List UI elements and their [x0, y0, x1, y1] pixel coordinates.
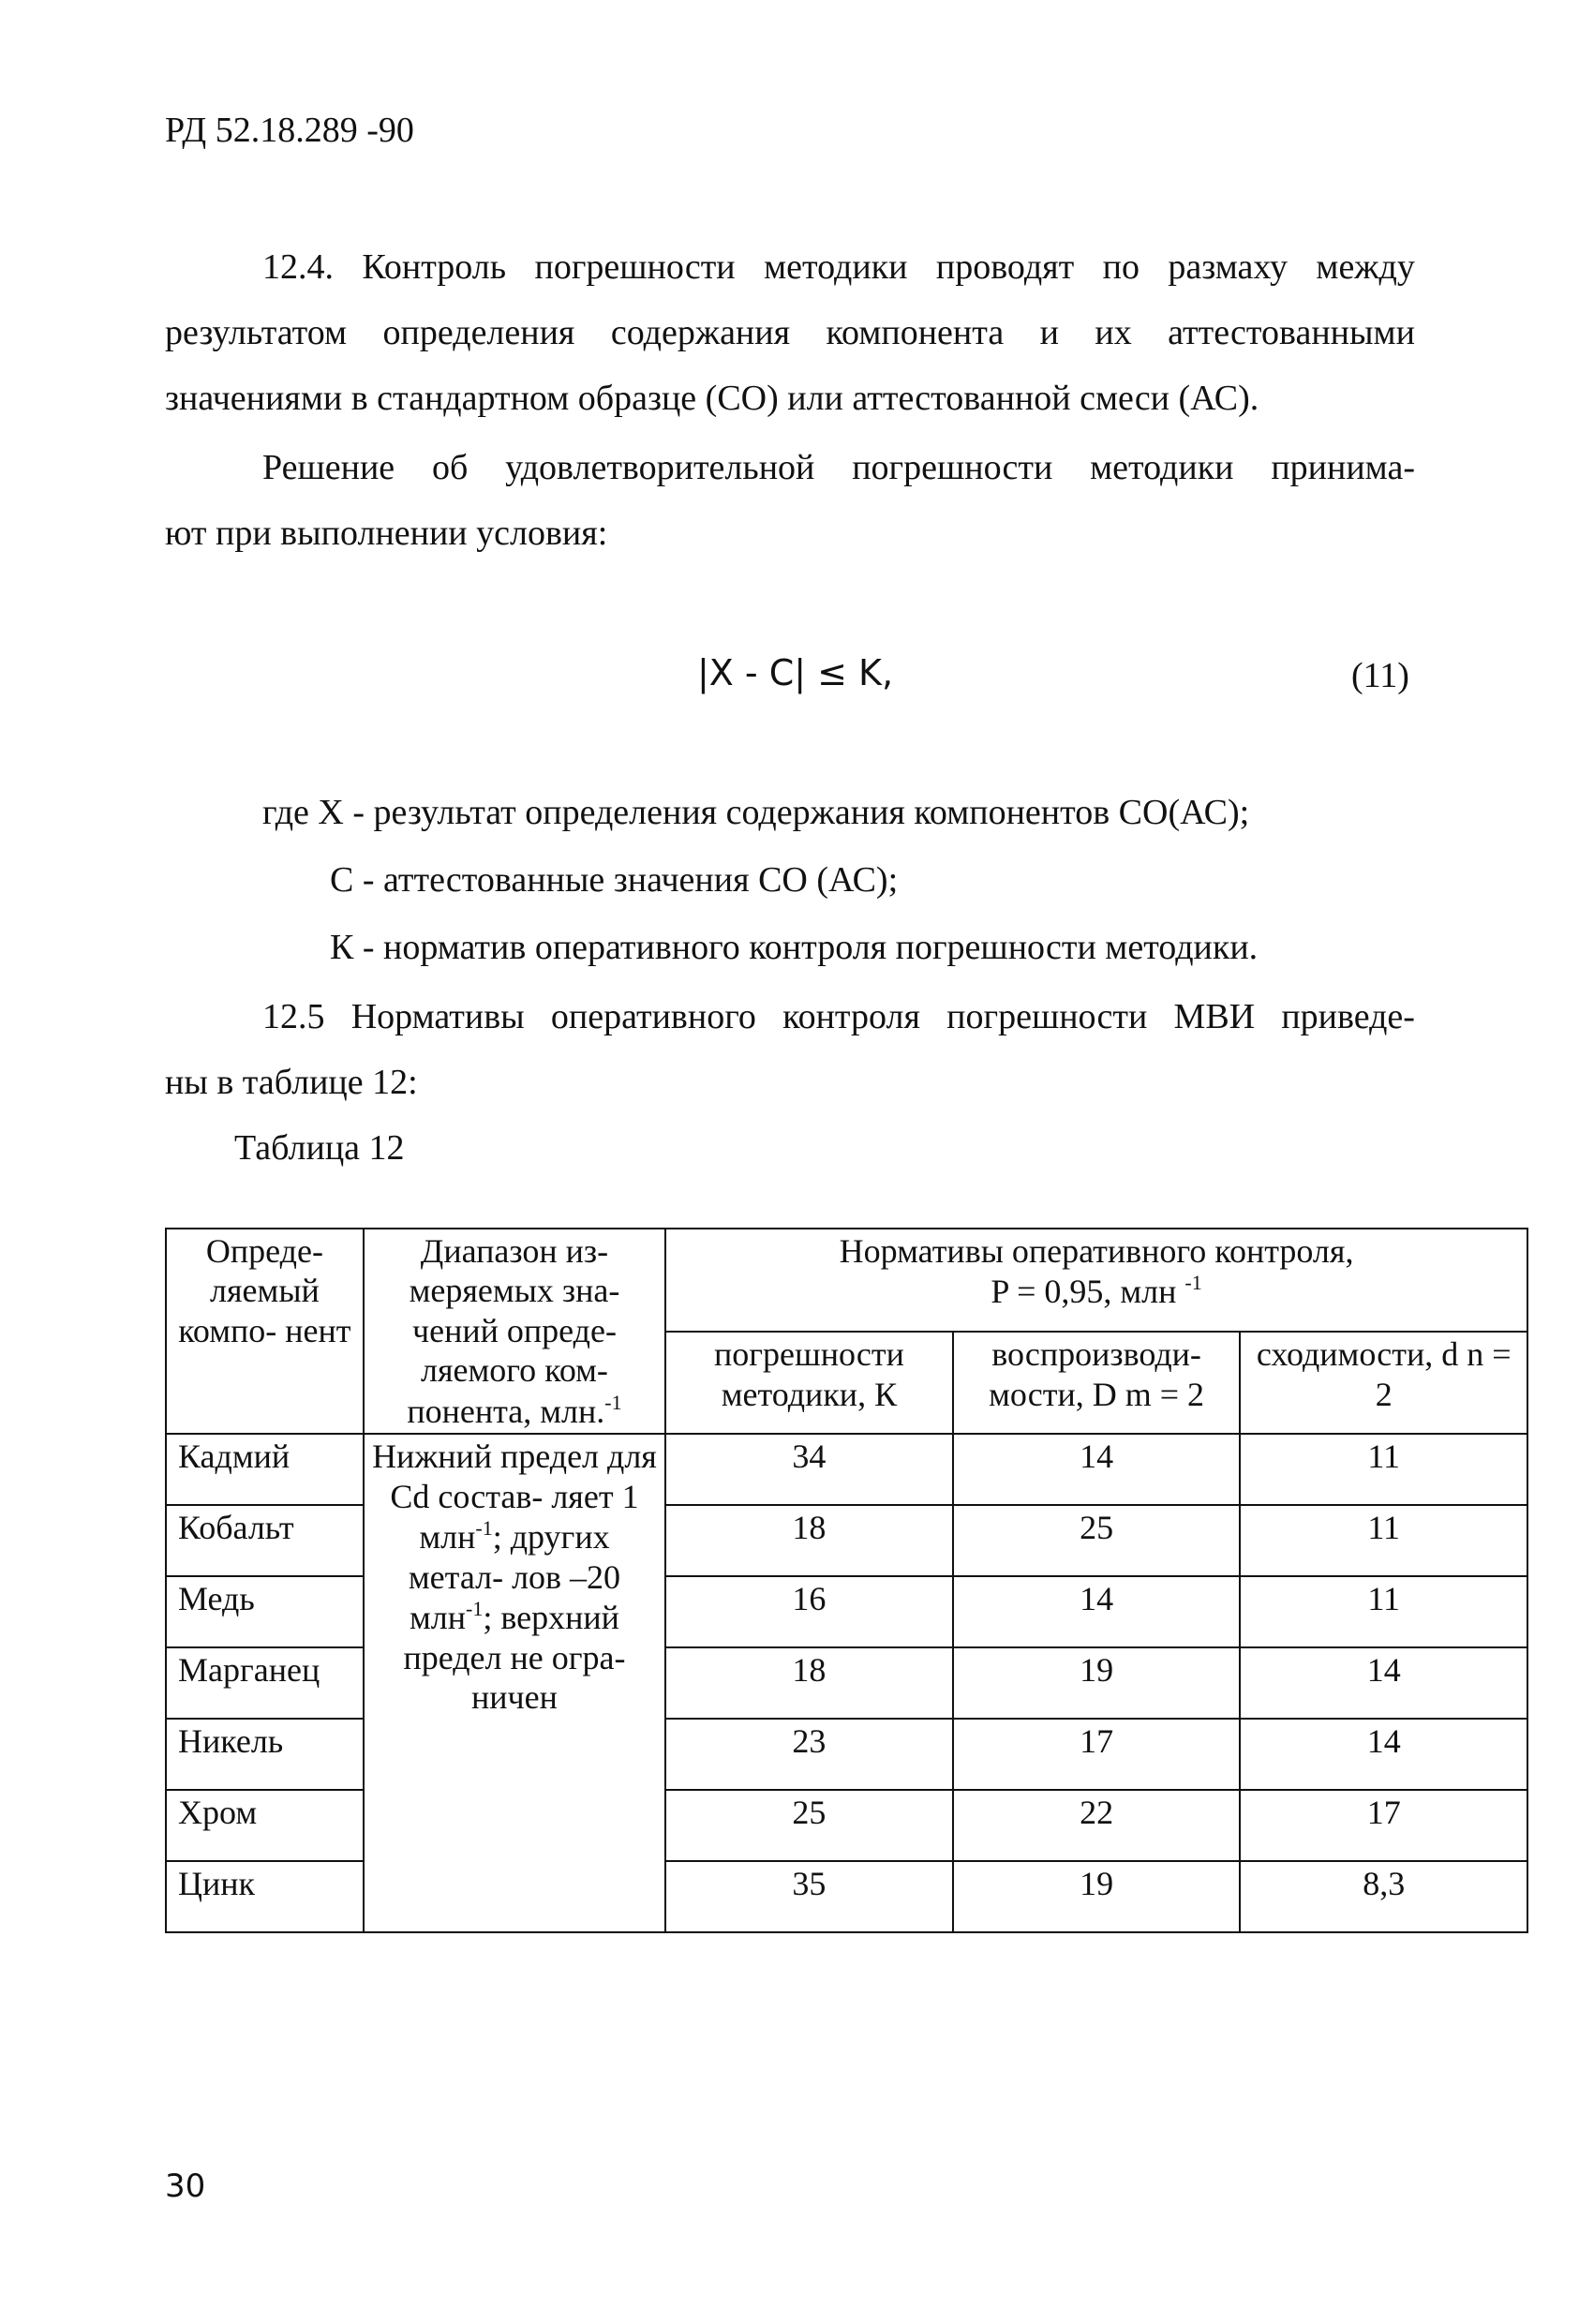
word: между	[1316, 247, 1415, 287]
word: 12.5	[262, 997, 325, 1036]
row-component-name: Кобальт	[166, 1505, 364, 1576]
table-row	[166, 1434, 1527, 1505]
row-component-name: Марганец	[166, 1647, 364, 1719]
paragraph-12-4-line-1	[262, 249, 1415, 285]
word: погрешности	[946, 997, 1148, 1036]
definition-k: К - норматив оперативного контроля погрешности методики.	[330, 928, 1259, 967]
page-number: 30	[165, 2168, 206, 2205]
document-code: РД 52.18.289 -90	[165, 111, 414, 150]
word: погрешности	[852, 448, 1053, 487]
decision-line-2: ют при выполнении условия:	[165, 514, 608, 553]
word: аттестованными	[1168, 313, 1415, 352]
word: размаху	[1168, 247, 1288, 287]
row-reproducibility-value: 14	[953, 1434, 1241, 1505]
word: определения	[382, 313, 575, 352]
header-range: Диапазон из- меряемых зна- чений опреде- ляемого ком- понента, млн.$^{-1}$	[364, 1229, 665, 1434]
row-error-value: 34	[665, 1434, 953, 1505]
header-error: погрешности методики, К	[665, 1332, 953, 1434]
word: погрешности	[534, 247, 736, 287]
row-error-value: 16	[665, 1576, 953, 1647]
word: Решение	[262, 448, 395, 487]
row-error-value: 35	[665, 1861, 953, 1932]
row-convergence-value: 11	[1240, 1505, 1527, 1576]
word: проводят	[935, 247, 1075, 287]
row-error-value: 23	[665, 1719, 953, 1790]
word: удовлетворительной	[505, 448, 815, 487]
definition-x: где X - результат определения содержания компонентов СО(АС);	[262, 793, 1250, 832]
word: принима-	[1271, 448, 1415, 487]
header-reproducibility: воспроизводи- мости, D m = 2	[953, 1332, 1241, 1434]
formula-number: (11)	[1351, 656, 1409, 695]
row-error-value: 18	[665, 1505, 953, 1576]
word: МВИ	[1173, 997, 1256, 1036]
paragraph-12-5-line-1	[262, 999, 1415, 1035]
row-convergence-value: 14	[1240, 1719, 1527, 1790]
paragraph-12-5-line-2: ны в таблице 12:	[165, 1063, 418, 1102]
header-component: Опреде- ляемый компо- нент	[166, 1229, 364, 1434]
word: методики	[764, 247, 908, 287]
word: результатом	[165, 313, 348, 352]
row-reproducibility-value: 17	[953, 1719, 1241, 1790]
row-reproducibility-value: 14	[953, 1576, 1241, 1647]
decision-line-1	[262, 450, 1415, 485]
row-convergence-value: 17	[1240, 1790, 1527, 1861]
row-reproducibility-value: 19	[953, 1647, 1241, 1719]
table-caption: Таблица 12	[234, 1128, 405, 1168]
word: содержания	[610, 313, 791, 352]
definition-c: С - аттестованные значения СО (АС);	[330, 860, 899, 900]
range-description: Нижний предел для Cd состав- ляет 1 млн$^{-1}$; других метал- лов –20 млн$^{-1}$; верхний предел не огра- ничен	[364, 1434, 665, 1932]
word: Контроль	[362, 247, 507, 287]
row-reproducibility-value: 25	[953, 1505, 1241, 1576]
row-convergence-value: 11	[1240, 1576, 1527, 1647]
paragraph-12-4-line-2	[165, 315, 1415, 350]
paragraph-12-4-line-3: значениями в стандартном образце (СО) или аттестованной смеси (АС).	[165, 379, 1259, 418]
row-component-name: Медь	[166, 1576, 364, 1647]
row-reproducibility-value: 19	[953, 1861, 1241, 1932]
word: оперативного	[550, 997, 756, 1036]
table-header-row-1	[166, 1229, 1527, 1332]
row-component-name: Цинк	[166, 1861, 364, 1932]
formula-expression: |X - C| ≤ K,	[697, 652, 894, 693]
word: контроля	[782, 997, 920, 1036]
header-convergence: сходимости, d n = 2	[1240, 1332, 1527, 1434]
norms-table	[165, 1228, 1528, 1933]
row-component-name: Никель	[166, 1719, 364, 1790]
row-error-value: 18	[665, 1647, 953, 1719]
word: компонента	[826, 313, 1005, 352]
header-norms: Нормативы оперативного контроля, P = 0,95, млн $^{-1}$	[665, 1229, 1527, 1332]
word: по	[1102, 247, 1140, 287]
row-convergence-value: 8,3	[1240, 1861, 1527, 1932]
word: об	[431, 448, 469, 487]
row-error-value: 25	[665, 1790, 953, 1861]
row-convergence-value: 14	[1240, 1647, 1527, 1719]
word: 12.4.	[262, 247, 334, 287]
word: приведе-	[1281, 997, 1415, 1036]
word: Нормативы	[350, 997, 525, 1036]
row-reproducibility-value: 22	[953, 1790, 1241, 1861]
row-component-name: Кадмий	[166, 1434, 364, 1505]
row-component-name: Хром	[166, 1790, 364, 1861]
word: и	[1039, 313, 1059, 352]
word: методики	[1090, 448, 1234, 487]
row-convergence-value: 11	[1240, 1434, 1527, 1505]
word: их	[1095, 313, 1132, 352]
